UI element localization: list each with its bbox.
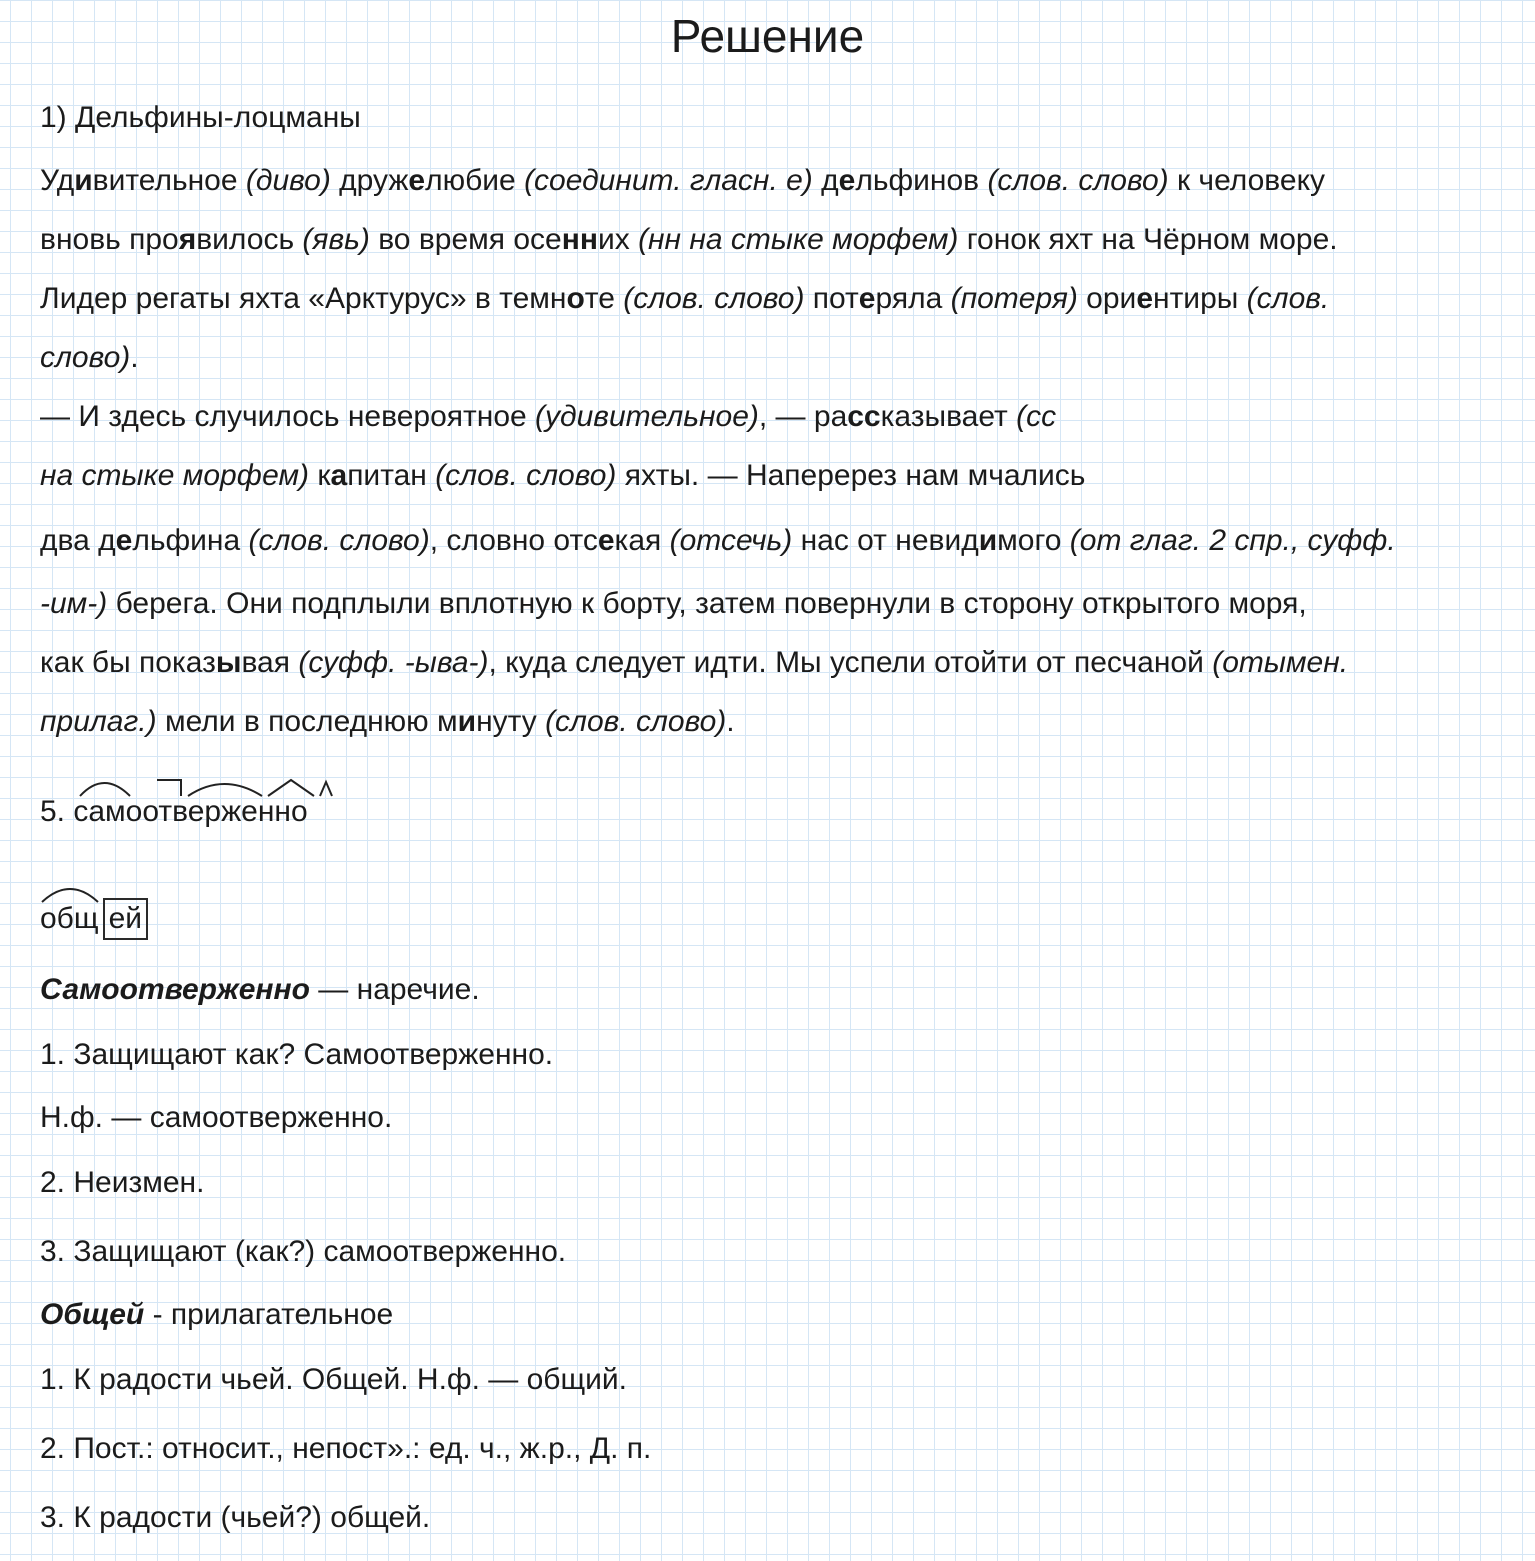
paragraph-line: — И здесь случилось невероятное (удивительное), — рассказывает (сс bbox=[40, 400, 1057, 433]
section-heading: 1) Дельфины-лоцманы bbox=[40, 101, 361, 134]
analysis-item: 1. Защищают как? Самоотверженно. bbox=[40, 1038, 554, 1071]
paragraph-line: как бы показывая (суфф. -ыва-), куда следует идти. Мы успели отойти от песчаной (отымен. bbox=[40, 646, 1349, 679]
paragraph-line: вновь проявилось (явь) во время осенних (нн на стыке морфем) гонок яхт на Чёрном море. bbox=[40, 223, 1338, 256]
paragraph-line: Удивительное (диво) дружелюбие (соединит. гласн. е) дельфинов (слов. слово) к человеку bbox=[40, 164, 1326, 197]
paragraph-line: Лидер регаты яхта «Арктурус» в темноте (слов. слово) потеряла (потеря) ориентиры (слов. bbox=[40, 282, 1330, 315]
analysis-item: 2. Неизмен. bbox=[40, 1166, 205, 1199]
ending-box: ей bbox=[103, 898, 148, 940]
analysis-heading: Общей - прилагательное bbox=[40, 1298, 394, 1331]
analysis-item: 3. Защищают (как?) самоотверженно. bbox=[40, 1235, 567, 1268]
paragraph-line: на стыке морфем) капитан (слов. слово) яхты. — Наперерез нам мчались bbox=[40, 459, 1086, 492]
analysis-item: Н.ф. — самоотверженно. bbox=[40, 1101, 393, 1134]
analysis-item: 1. К радости чьей. Общей. Н.ф. — общий. bbox=[40, 1363, 627, 1396]
paragraph-line: прилаг.) мели в последнюю минуту (слов. слово). bbox=[40, 705, 735, 738]
morpheme-word-2: общ ей bbox=[40, 898, 148, 940]
paragraph-line: два дельфина (слов. слово), словно отсекая (отсечь) нас от невидимого (от глаг. 2 спр., суфф. bbox=[40, 524, 1396, 557]
paragraph-line: слово). bbox=[40, 341, 139, 374]
analysis-item: 3. К радости (чьей?) общей. bbox=[40, 1501, 431, 1534]
analysis-item: 2. Пост.: относит., непост».: ед. ч., ж.р., Д. п. bbox=[40, 1432, 652, 1465]
page-title: Решение bbox=[670, 10, 865, 62]
analysis-heading: Самоотверженно — наречие. bbox=[40, 973, 480, 1006]
morpheme-word-1: 5. самоотверженно bbox=[40, 795, 308, 828]
paragraph-line: -им-) берега. Они подплыли вплотную к борту, затем повернули в сторону открытого моря, bbox=[40, 587, 1307, 620]
suffix-mark bbox=[320, 782, 332, 796]
